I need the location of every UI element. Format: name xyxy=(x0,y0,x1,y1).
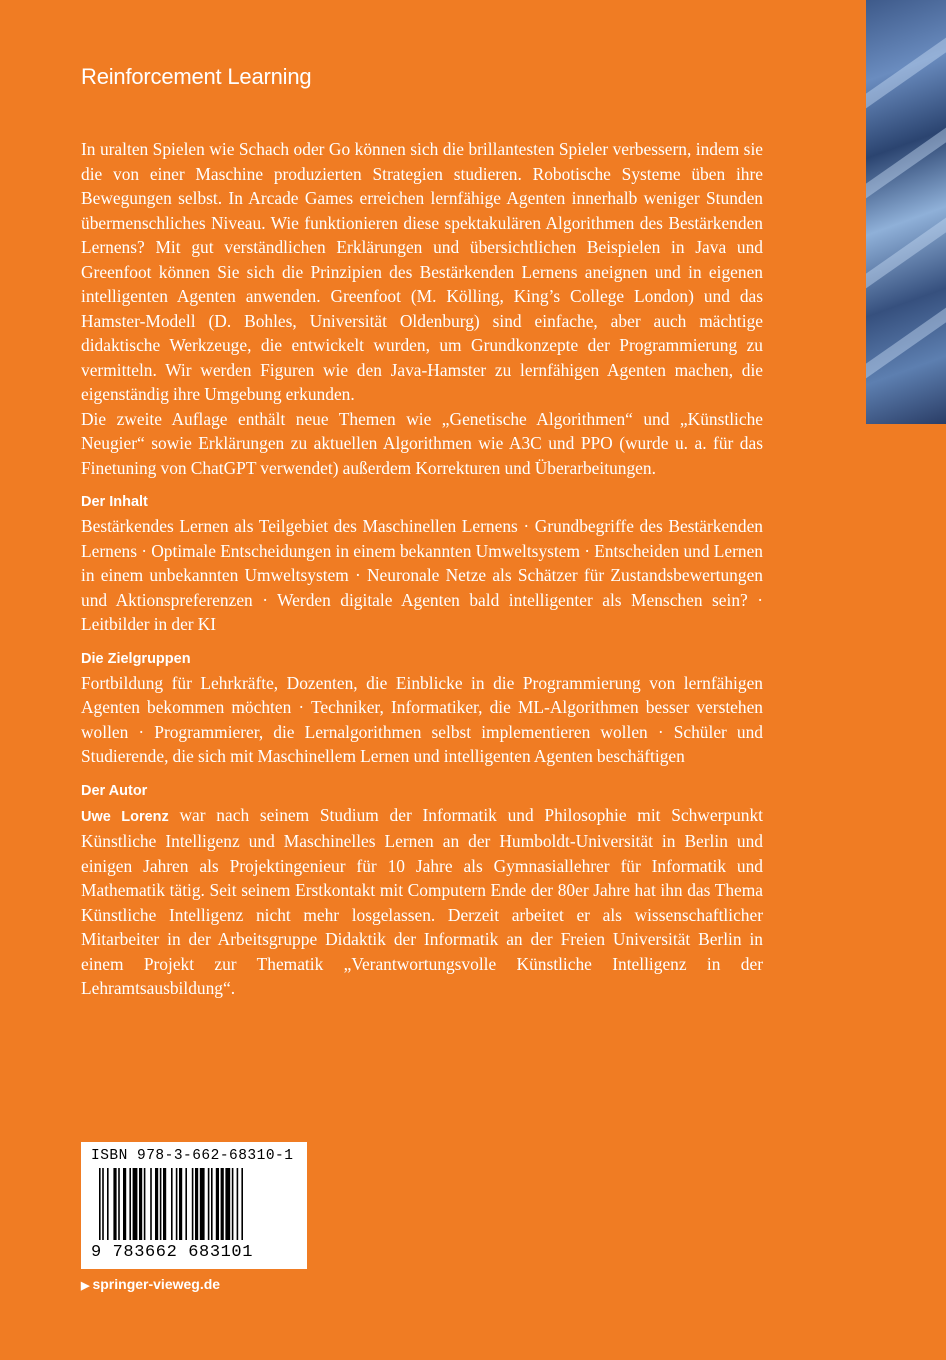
barcode-bar xyxy=(144,1168,146,1240)
book-title: Reinforcement Learning xyxy=(81,64,312,89)
isbn-barcode xyxy=(81,1142,307,1269)
barcode-bar xyxy=(179,1168,182,1240)
barcode-bar xyxy=(241,1168,243,1240)
audience-paragraph: Fortbildung für Lehrkräfte, Dozenten, die Einblicke in die Programmierung von lernfähigen Agenten bekommen möchten · Techniker, Informatiker, die ML-Algorithmen besser verstehen wollen · Programmierer, die Lernalgorithmen selbst implementieren wollen · Schüler und Studierende, die sich mit Maschinellem Lernen und intelligenten Agenten beschäftigen xyxy=(81,672,763,766)
barcode-bar xyxy=(102,1168,104,1240)
barcode-bar xyxy=(232,1168,234,1240)
barcode-digits: 9 783662 683101 xyxy=(91,1243,254,1262)
barcode-bar xyxy=(139,1168,142,1240)
cover-corner-image xyxy=(866,0,946,424)
barcode-bar xyxy=(99,1168,101,1240)
barcode-bar xyxy=(133,1168,138,1240)
barcode-bar xyxy=(195,1168,198,1240)
barcode-bar xyxy=(211,1168,213,1240)
barcode-bar xyxy=(171,1168,173,1240)
barcode-bar xyxy=(216,1168,219,1240)
barcode-bar xyxy=(150,1168,152,1240)
barcode-bar xyxy=(163,1168,166,1240)
barcode-bar xyxy=(155,1168,158,1240)
website-label: springer-vieweg.de xyxy=(92,1276,221,1292)
author-name: Uwe Lorenz xyxy=(81,808,169,825)
barcode-bar xyxy=(185,1168,187,1240)
barcode-bar xyxy=(107,1168,109,1240)
barcode-bar xyxy=(192,1168,194,1240)
author-heading: Der Autor xyxy=(81,782,148,799)
barcode-bar xyxy=(221,1168,224,1240)
barcode-bar xyxy=(176,1168,178,1240)
barcode-bar xyxy=(118,1168,120,1240)
author-paragraph xyxy=(81,803,763,1001)
content-heading: Der Inhalt xyxy=(81,494,148,510)
barcode-bar xyxy=(225,1168,230,1240)
publisher-website[interactable] xyxy=(81,1276,220,1292)
barcode-bar xyxy=(123,1168,126,1240)
barcode-bar xyxy=(113,1168,116,1240)
barcode-bar xyxy=(208,1168,210,1240)
intro-paragraph: In uralten Spielen wie Schach oder Go können sich die brillantesten Spieler verbessern, indem sie die von einer Maschine produzierten Strategien studieren. Robotische Systeme üben ihre Bewegungen selbst. In Arcade Games erreichen lernfähige Agenten innerhalb weniger Stunden übermenschliches Niveau. Wie funktionieren diese spektakulären Algorithmen des Bestärkenden Lernens? Mit gut verständlichen Erklärungen und übersichtlichen Beispielen in Java und Greenfoot können Sie sich die Prinzipien des Bestärkenden Lernens aneignen und in eigenen intelligenten Agenten anwenden. Greenfoot (M. Kölling, King’s College London) und das Hamster-Modell (D. Bohles, Universität Oldenburg) sind einfache, aber auch mächtige didaktische Werkzeuge, die entwickelt wurden, um Grundkonzepte der Programmierung zu vermitteln. Wir werden Figuren wie den Java-Hamster zu lernfähigen Agenten machen, die eigenständig ihre Umgebung erkunden. xyxy=(81,139,763,404)
barcode-bars xyxy=(99,1168,291,1240)
barcode-bar xyxy=(200,1168,205,1240)
barcode-bar xyxy=(129,1168,131,1240)
audience-heading: Die Zielgruppen xyxy=(81,650,191,667)
triangle-right-icon: ▶ xyxy=(81,1280,90,1292)
back-cover-text xyxy=(81,137,763,1001)
content-paragraph: Bestärkendes Lernen als Teilgebiet des Maschinellen Lernens · Grundbegriffe des Bestärkenden Lernens · Optimale Entscheidungen in einem bekannten Umweltsystem · Entscheiden und Lernen in einem unbekannten Umweltsystem · Neuronale Netze als Schätzer für Zustandsbewertungen und Aktionspreferenzen · Werden digitale Agenten bald intelligenter als Menschen sein? · Leitbilder in der KI xyxy=(81,516,763,634)
author-bio: war nach seinem Studium der Informatik und Philosophie mit Schwerpunkt Künstliche Intelligenz und Maschinelles Lernen an der Humboldt-Universität in Berlin und einigen Jahren als Projektingenieur für 10 Jahre als Gymnasiallehrer für Informatik und Mathematik tätig. Seit seinem Erstkontakt mit Computern Ende der 80er Jahre hat ihn das Thema Künstliche Intelligenz nicht mehr losgelassen. Derzeit arbeitet er als wissenschaftlicher Mitarbeiter in der Arbeitsgruppe Didaktik der Informatik an der Freien Universität Berlin in einem Projekt zur Thematik „Verantwortungsvolle Künstliche Intelligenz in der Lehramtsausbildung“. xyxy=(81,804,763,998)
barcode-bar xyxy=(160,1168,162,1240)
isbn-label: ISBN 978-3-662-68310-1 xyxy=(91,1148,294,1164)
second-edition-paragraph: Die zweite Auflage enthält neue Themen wie „Genetische Algorithmen“ und „Künstliche Neugier“ sowie Erklärungen zu aktuellen Algorithmen wie A3C und PPO (wurde u. a. für das Finetuning von ChatGPT verwendet) außerdem Korrekturen und Überarbeitungen. xyxy=(81,408,763,478)
barcode-bar xyxy=(237,1168,239,1240)
